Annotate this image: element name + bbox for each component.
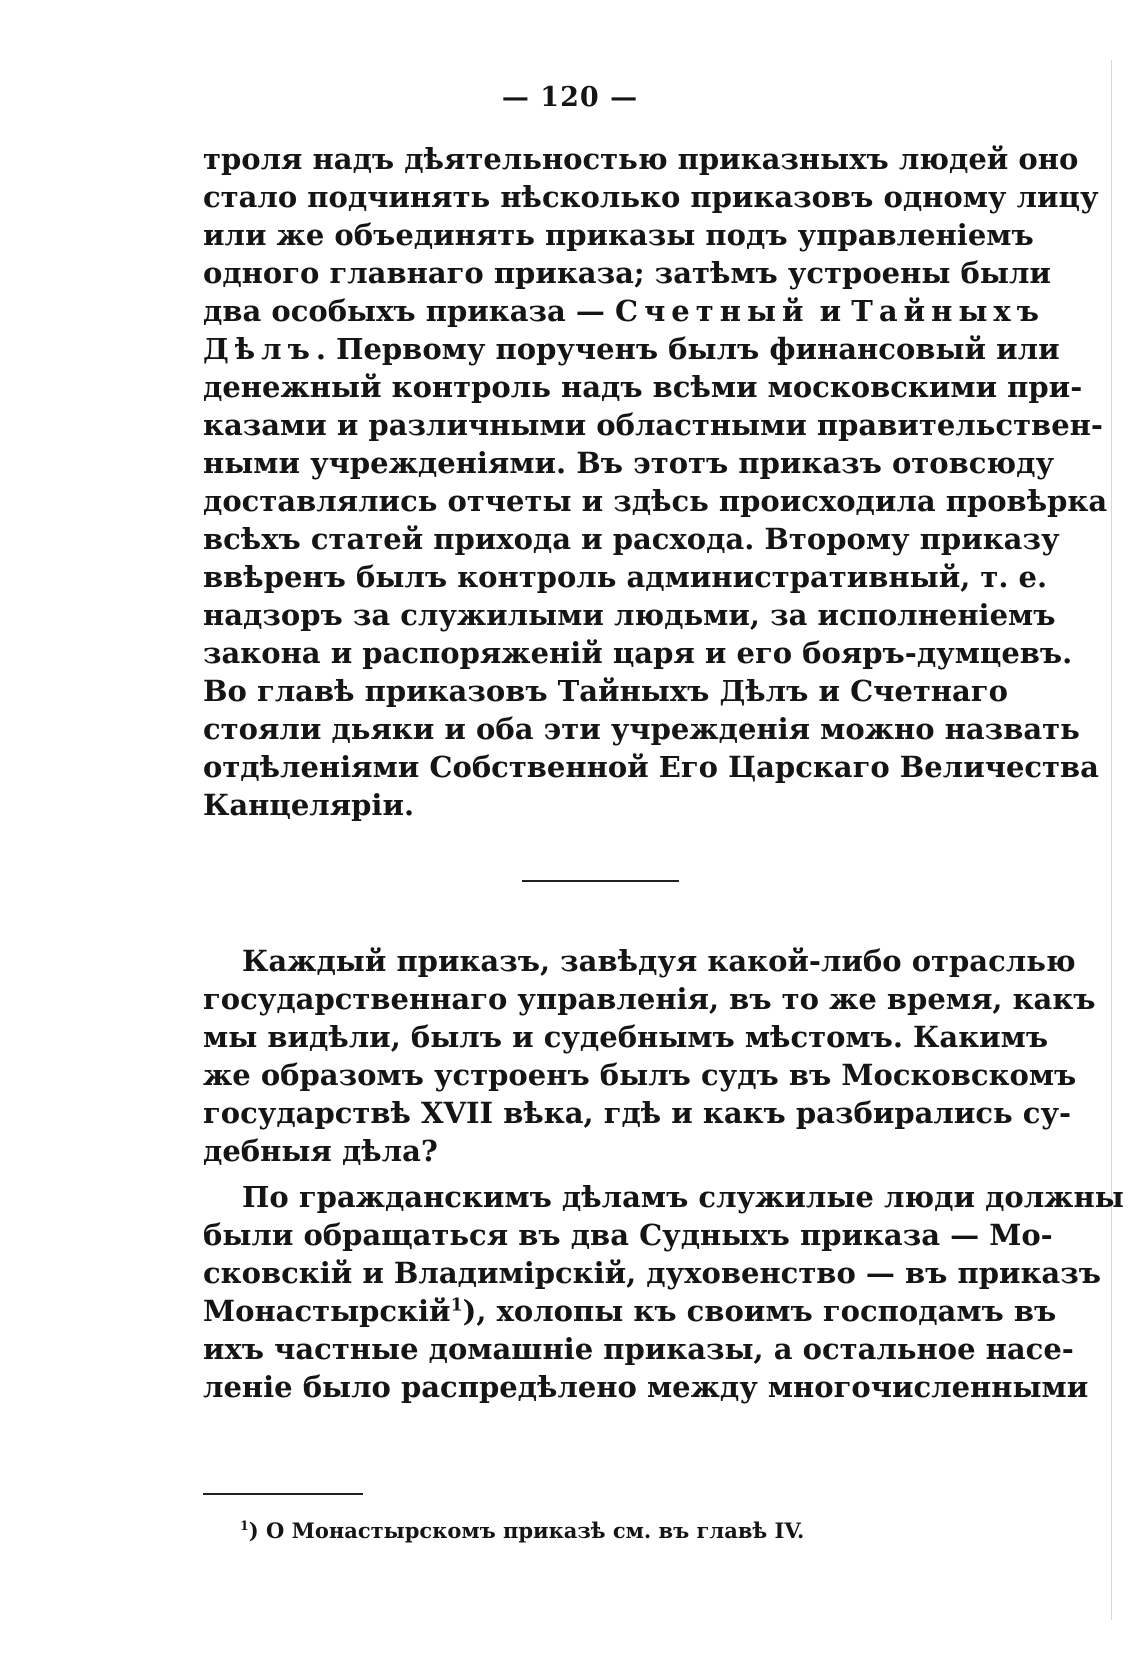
text-line [203,292,1045,330]
text-line: ихъ частные домашніе приказы, а остальное насе- [203,1332,1074,1366]
spaced-emphasis: Тайныхъ [851,294,1045,328]
text-line [203,1292,1057,1330]
footnote-text: ) О Монастырскомъ приказѣ см. въ главѣ IV. [248,1518,805,1543]
section-separator [522,880,679,882]
text-line: мы видѣли, былъ и судебнымъ мѣстомъ. Какимъ [203,1020,1049,1054]
footnote-marker: 1 [240,1518,249,1533]
text-line: ными учрежденіями. Въ этотъ приказъ отовсюду [203,446,1055,480]
text-line: всѣхъ статей прихода и расхода. Второму приказу [203,522,1060,556]
text-line: отдѣленіями Собственной Его Царскаго Величества [203,750,1099,784]
page-edge-shadow [1111,60,1112,1620]
text-line: закона и распоряженій царя и его бояръ-думцевъ. [203,636,1073,670]
spaced-emphasis: Счетный [615,294,810,328]
text-line: ввѣренъ былъ контроль административный, т. е. [203,560,1048,594]
text-line: стало подчинять нѣсколько приказовъ одному лицу [203,180,1099,214]
text-line: или же объединять приказы подъ управленіемъ [203,218,1034,252]
text-line: Канцеляріи. [203,788,415,822]
text-line: По гражданскимъ дѣламъ служилые люди должны [242,1180,1124,1214]
text-line: были обращаться въ два Судныхъ приказа — Мо- [203,1218,1053,1252]
text-line: троля надъ дѣятельностью приказныхъ людей оно [203,142,1079,176]
footnote-rule [203,1493,363,1495]
text-line [203,330,1060,368]
text-fragment: Монастырскій [203,1294,451,1328]
text-line: государствѣ XVII вѣка, гдѣ и какъ разбирались су- [203,1096,1072,1130]
text-line: одного главнаго приказа; затѣмъ устроены были [203,256,1051,290]
text-line: государственнаго управленія, въ то же время, какъ [203,982,1096,1016]
text-line: стояли дьяки и оба эти учрежденія можно назвать [203,712,1080,746]
spaced-emphasis: Дѣлъ [203,332,316,366]
text-line: леніе было распредѣлено между многочисленными [203,1370,1089,1404]
text-line: денежный контроль надъ всѣми московскими при- [203,370,1083,404]
text-line: же образомъ устроенъ былъ судъ въ Московскомъ [203,1058,1077,1092]
text-fragment: и [809,294,852,328]
text-fragment: . Первому порученъ былъ финансовый или [315,332,1060,366]
text-line: сковскій и Владимірскій, духовенство — въ приказъ [203,1256,1101,1290]
text-line: доставлялись отчеты и здѣсь происходила провѣрка [203,484,1108,518]
text-line: казами и различными областными правительствен- [203,408,1103,442]
footnote-reference: 1 [450,1295,463,1316]
page-number: — 120 — [501,82,639,113]
text-line: дебныя дѣла? [203,1134,438,1168]
footnote [240,1518,804,1543]
text-line: Каждый приказъ, завѣдуя какой-либо отраслью [242,944,1076,978]
text-line: Во главѣ приказовъ Тайныхъ Дѣлъ и Счетнаго [203,674,1008,708]
text-fragment: ), холопы къ своимъ господамъ въ [462,1294,1057,1328]
text-line: надзоръ за служилыми людьми, за исполненіемъ [203,598,1056,632]
text-fragment: два особыхъ приказа — [203,294,615,328]
